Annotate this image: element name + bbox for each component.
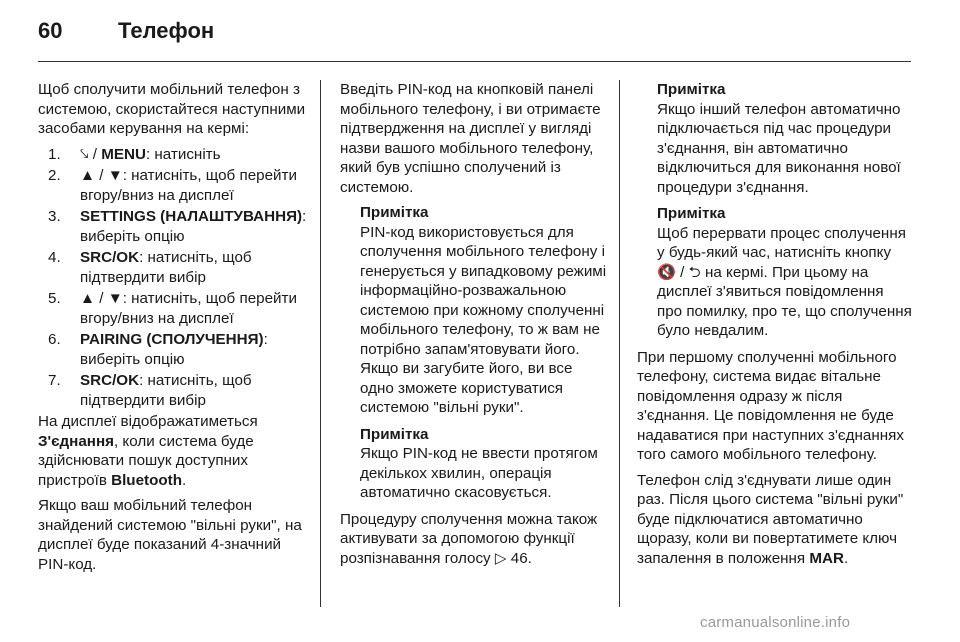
note-block — [637, 204, 912, 341]
pairing-steps — [38, 145, 308, 411]
mute-hangup-icon: 🔇 / ⮌ — [657, 263, 701, 281]
note-text: PIN-код використовується для сполучення мобільного телефону і генерується у випадковому режимі інформаційно-розважальною системою при кожному сполученні мобільного телефону, то ж вам не потрібно запам'ятовувати його. Якщо ви загубите його, ви все одно зможете користуватися системою "вільні руки". — [360, 223, 607, 416]
step-item: 7. SRC/OK: натисніть, щоб підтвердити вибір — [48, 372, 252, 409]
pin-paragraph: Якщо ваш мобільний телефон знайдений системою "вільні руки", на дисплеї буде показаний 4-значний PIN-код. — [38, 497, 302, 573]
up-down-arrows-icon: ▲ / ▼ — [80, 167, 123, 184]
column-divider-2 — [619, 80, 620, 607]
welcome-paragraph: При першому сполученні мобільного телефону, система видає вітальне повідомлення одразу ж після з'єднання. Це повідомлення не буде надаватися при наступних з'єднаннях того самого мобільного телефону. — [637, 348, 904, 463]
call-icon: ⤥ — [80, 145, 89, 163]
note-block — [637, 80, 912, 197]
autoconnect-paragraph: Телефон слід з'єднувати лише один раз. Після цього система "вільні руки" буде підключатися автоматично щоразу, коли ви повертатимете ключ запалення в положення MAR. — [637, 471, 904, 567]
step-item: 1. ⤥ / MENU: натисніть — [48, 145, 221, 163]
up-down-arrows-icon: ▲ / ▼ — [80, 290, 123, 307]
page-reference: ▷ 46 — [494, 549, 528, 567]
step-item: 4. SRC/OK: натисніть, щоб підтвердити вибір — [48, 249, 252, 286]
step-item: 2. ▲ / ▼: натисніть, щоб перейти вгору/вниз на дисплеї — [48, 167, 297, 204]
note-text: Якщо PIN-код не ввести протягом декількох хвилин, операція автоматично скасовується. — [360, 445, 598, 501]
step-item: 5. ▲ / ▼: натисніть, щоб перейти вгору/вниз на дисплеї — [48, 290, 297, 327]
step-item: 6. PAIRING (СПОЛУЧЕННЯ): виберіть опцію — [48, 331, 268, 368]
note-title: Примітка — [657, 205, 726, 222]
intro-paragraph: Щоб сполучити мобільний телефон з системою, скористайтеся наступними засобами керування на кермі: — [38, 81, 306, 137]
column-2 — [340, 80, 610, 574]
column-3 — [637, 80, 912, 574]
watermark: carmanualsonline.info — [700, 614, 851, 631]
connection-paragraph: На дисплеї відображатиметься З'єднання, коли система буде здійснювати пошук доступних пристроїв Bluetooth. — [38, 413, 258, 489]
page-number: 60 — [38, 18, 63, 43]
column-1 — [38, 80, 308, 580]
note-block — [340, 425, 610, 503]
step-item: 3. SETTINGS (НАЛАШТУВАННЯ): виберіть опцію — [48, 208, 307, 245]
page-title: Телефон — [118, 18, 215, 43]
note-text: Якщо інший телефон автоматично підключається під час процедури з'єднання, він автоматично відключиться для виконання нової процедури з'єднання. — [657, 100, 901, 196]
header-divider — [38, 61, 911, 62]
voice-paragraph: Процедуру сполучення можна також активувати за допомогою функції розпізнавання голосу ▷ 46. — [340, 510, 598, 567]
column-divider-1 — [320, 80, 321, 607]
note-text: Щоб перервати процес сполучення у будь-який час, натисніть кнопку 🔇 / ⮌ на кермі. При цьому на дисплеї з'явиться повідомлення про помилку, про те, що сполучення було невдалим. — [657, 224, 912, 339]
note-title: Примітка — [360, 425, 429, 443]
pin-entry-paragraph: Введіть PIN-код на кнопковій панелі мобільного телефону, і ви отримаєте підтвердження на дисплеї у вигляді назви вашого мобільного телефону, який був успішно сполучений із системою. — [340, 81, 601, 196]
note-title: Примітка — [657, 81, 726, 98]
note-block — [340, 203, 610, 418]
note-title: Примітка — [360, 204, 429, 221]
page-header — [0, 0, 960, 62]
